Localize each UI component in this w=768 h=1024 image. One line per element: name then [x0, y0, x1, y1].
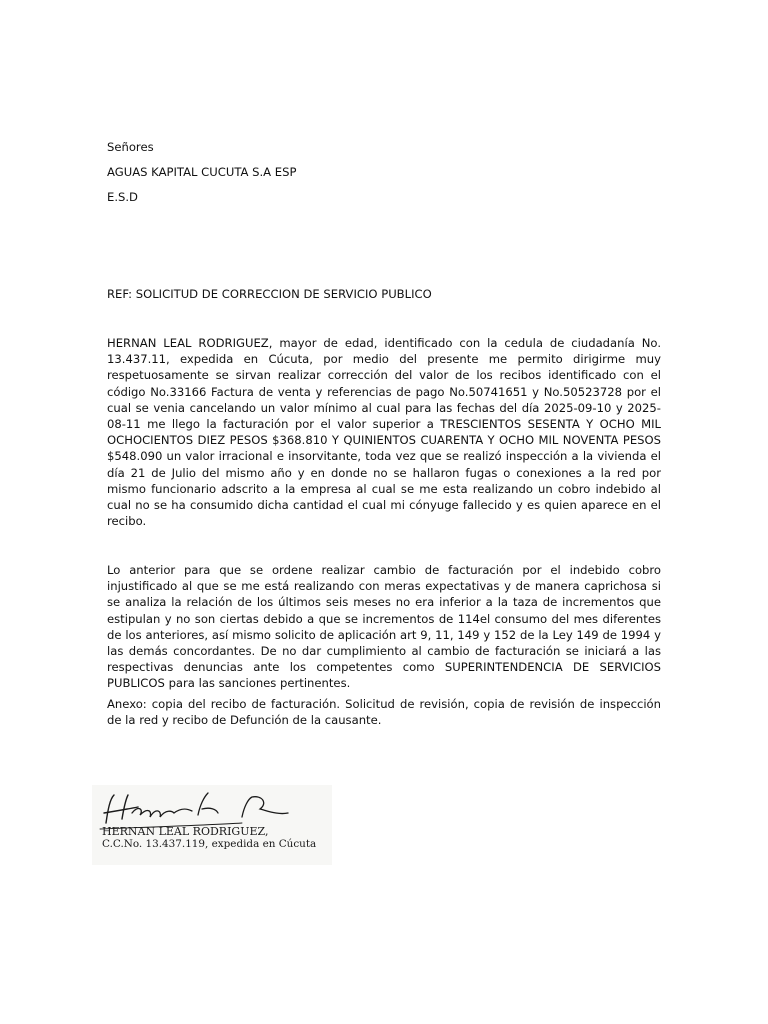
body-paragraph-3: Anexo: copia del recibo de facturación. Solicitud de revisión, copia de revisión de inspección de la red y recibo de Defunción de la causante.: [107, 697, 661, 728]
body-paragraph-2: Lo anterior para que se ordene realizar cambio de facturación por el indebido cobro injustificado al que se me está realizando con meras expectativas y de manera caprichosa si se analiza la relación de los últimos seis meses no era inferior a la taza de incrementos que estipulan y no son ciertas debido a que se incrementos de 114el consumo del mes diferentes de los anteriores, así mismo solicito de aplicación art 9, 11, 149 y 152 de la Ley 149 de 1994 y las demás concordantes. De no dar cumplimiento al cambio de facturación se iniciará a las respectivas denuncias ante los competentes como SUPERINTENDENCIA DE SERVICIOS PUBLICOS para las sanciones pertinentes.: [107, 563, 661, 691]
body-paragraph-1: HERNAN LEAL RODRIGUEZ, mayor de edad, identificado con la cedula de ciudadanía No. 13.437.11, expedida en Cúcuta, por medio del presente me permito dirigirme muy respetuosamente se sirvan realizar corrección del valor de los recibos identificado con el código No.33166 Factura de venta y referencias de pago No.50741651 y No.50523728 por el cual se venia cancelando un valor mínimo al cual para las fechas del día 2025-09-10 y 2025-08-11 me llego la facturación por el valor superior a TRESCIENTOS SESENTA Y OCHO MIL OCHOCIENTOS DIEZ PESOS $368.810 Y QUINIENTOS CUARENTA Y OCHO MIL NOVENTA PESOS $548.090 un valor irracional e insorvitante, toda vez que se realizó inspección a la vivienda el día 21 de Julio del mismo año y en donde no se hallaron fugas o conexiones a la red por mismo funcionario adscrito a la empresa al cual se me esta realizando un cobro indebido al cual no se ha consumido dicha cantidad el cual mi cónyuge fallecido y es quien aparece en el recibo.: [107, 336, 661, 529]
esd-line: E.S.D: [107, 190, 138, 204]
reference-line: REF: SOLICITUD DE CORRECCION DE SERVICIO PUBLICO: [107, 287, 432, 301]
signature-name: HERNAN LEAL RODRIGUEZ,: [102, 825, 269, 838]
signature-block: [92, 785, 332, 865]
salutation: Señores: [107, 140, 154, 154]
recipient-name: AGUAS KAPITAL CUCUTA S.A ESP: [107, 165, 297, 179]
signature-id-line: C.C.No. 13.437.119, expedida en Cúcuta: [102, 838, 317, 850]
